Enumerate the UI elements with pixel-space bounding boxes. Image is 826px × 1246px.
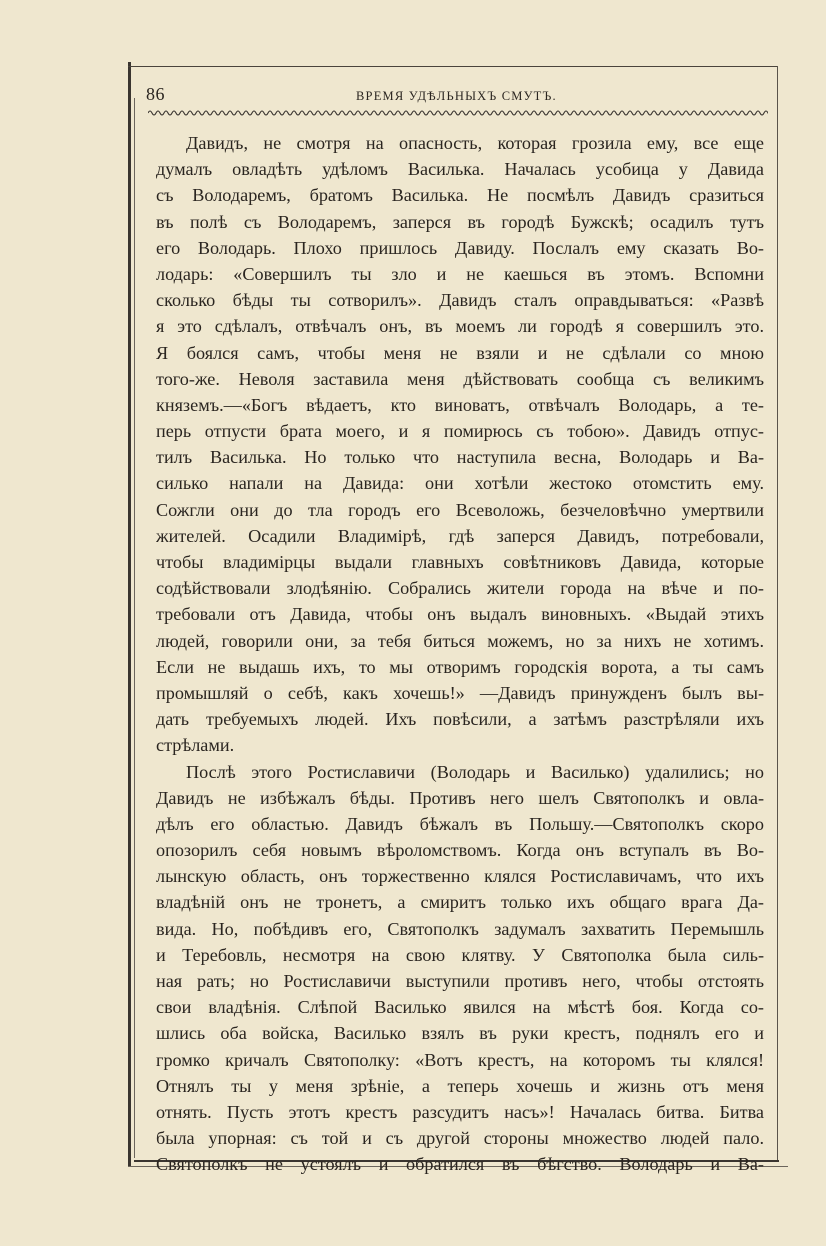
text-line: силько напали на Давида: они хотѣли жестоко отомстить ему.	[156, 473, 764, 494]
text-line: отнять. Пусть этотъ крестъ разсудитъ насъ»! Началась битва. Битва	[156, 1101, 764, 1122]
text-line: дать требуемыхъ людей. Ихъ повѣсили, а затѣмъ разстрѣляли ихъ	[156, 709, 764, 730]
text-line: Я боялся самъ, чтобы меня не взяли и не сдѣлали со мною	[156, 342, 764, 363]
text-line: его Володарь. Плохо пришлось Давиду. Послалъ ему сказать Во-	[156, 237, 764, 258]
page-number: 86	[146, 84, 165, 104]
text-line: дѣлъ его областью. Давидъ бѣжалъ въ Польшу.—Святополкъ скоро	[156, 813, 764, 834]
page-left-inner-border	[134, 98, 135, 1158]
text-line: тилъ Василька. Но только что наступила весна, Володарь и Ва-	[156, 447, 764, 468]
text-line: сколько бѣды ты сотворилъ». Давидъ сталъ оправдываться: «Развѣ	[156, 290, 764, 311]
page-right-border	[777, 66, 778, 1161]
text-line: лодарь: «Совершилъ ты зло и не каешься въ этомъ. Вспомни	[156, 263, 764, 284]
text-line: я это сдѣлалъ, отвѣчалъ онъ, въ моемъ ли городѣ я совершилъ это.	[156, 316, 764, 337]
text-line: лынскую область, онъ торжественно клялся Ростиславичамъ, что ихъ	[156, 866, 764, 887]
text-line: владѣній онъ не тронетъ, а смиритъ только ихъ общаго врага Да-	[156, 892, 764, 913]
text-line: ная рать; но Ростиславичи выступили противъ него, чтобы отстоять	[156, 971, 764, 991]
text-line: Если не выдашь ихъ, то мы отворимъ городскія ворота, а ты самъ	[156, 656, 764, 677]
text-line: содѣйствовали злодѣянію. Собрались жители города на вѣче и по-	[156, 578, 764, 599]
text-line: Послѣ этого Ростиславичи (Володарь и Василько) удалились; но	[186, 761, 764, 782]
page-header	[146, 84, 766, 108]
page-top-border	[128, 66, 778, 67]
text-line: того-же. Неволя заставила меня дѣйствовать сообща съ великимъ	[156, 368, 764, 389]
text-line: жителей. Осадили Владимірѣ, гдѣ заперся Давидъ, потребовали,	[156, 525, 764, 546]
text-line: требовали отъ Давида, чтобы онъ выдалъ виновныхъ. «Выдай этихъ	[156, 604, 764, 625]
running-title: ВРЕМЯ УДѢЛЬНЫХЪ СМУТЪ.	[356, 89, 557, 103]
text-line: въ полѣ съ Володаремъ, заперся въ городѣ Бужскѣ; осадилъ тутъ	[156, 211, 764, 232]
text-line: Давидъ не избѣжалъ бѣды. Противъ него шелъ Святополкъ и овла-	[156, 787, 764, 808]
text-line: перь отпусти брата моего, и я помирюсь съ тобою». Давидъ отпус-	[156, 421, 764, 442]
text-line: свои владѣнія. Слѣпой Василько явился на мѣстѣ боя. Когда со-	[156, 997, 764, 1018]
text-line: думалъ овладѣть удѣломъ Василька. Началась усобица у Давида	[156, 159, 764, 180]
header-wavy-ornament	[148, 108, 768, 118]
text-line: промышляй о себѣ, какъ хочешь!» —Давидъ принужденъ былъ вы-	[156, 682, 764, 703]
text-line: была упорная: съ той и съ другой стороны множество людей пало.	[156, 1128, 764, 1149]
text-line: и Теребовль, несмотря на свою клятву. У Святополка была силь-	[156, 944, 764, 965]
text-line: чтобы владимірцы выдали главныхъ совѣтниковъ Давида, которые	[156, 552, 764, 572]
text-line: людей, говорили они, за тебя биться можемъ, но за нихъ не хотимъ.	[156, 630, 764, 651]
page-left-border	[128, 62, 131, 1167]
body-text	[156, 130, 764, 1178]
text-line: Святополкъ не устоялъ и обратился въ бѣгство. Володарь и Ва-	[156, 1154, 764, 1175]
text-line: съ Володаремъ, братомъ Василька. Не посмѣлъ Давидъ сразиться	[156, 185, 764, 206]
text-line: вида. Но, побѣдивъ его, Святополкъ задумалъ захватить Перемышль	[156, 918, 764, 939]
text-line: княземъ.—«Богъ вѣдаетъ, кто виноватъ, отвѣчалъ Володарь, а те-	[156, 394, 764, 415]
text-line: Давидъ, не смотря на опасность, которая грозила ему, все еще	[186, 133, 764, 153]
text-line: Сожгли они до тла городъ его Всеволожь, безчеловѣчно умертвили	[156, 499, 764, 520]
text-line: Отнялъ ты у меня зрѣніе, а теперь хочешь и жизнь отъ меня	[156, 1075, 764, 1096]
text-line: шлись оба войска, Василько взялъ въ руки крестъ, поднялъ его и	[156, 1023, 764, 1044]
text-line: громко кричалъ Святополку: «Вотъ крестъ, на которомъ ты клялся!	[156, 1049, 764, 1070]
text-line: опозорилъ себя новымъ вѣроломствомъ. Когда онъ вступалъ въ Во-	[156, 840, 764, 861]
text-line: стрѣлами.	[156, 735, 235, 756]
